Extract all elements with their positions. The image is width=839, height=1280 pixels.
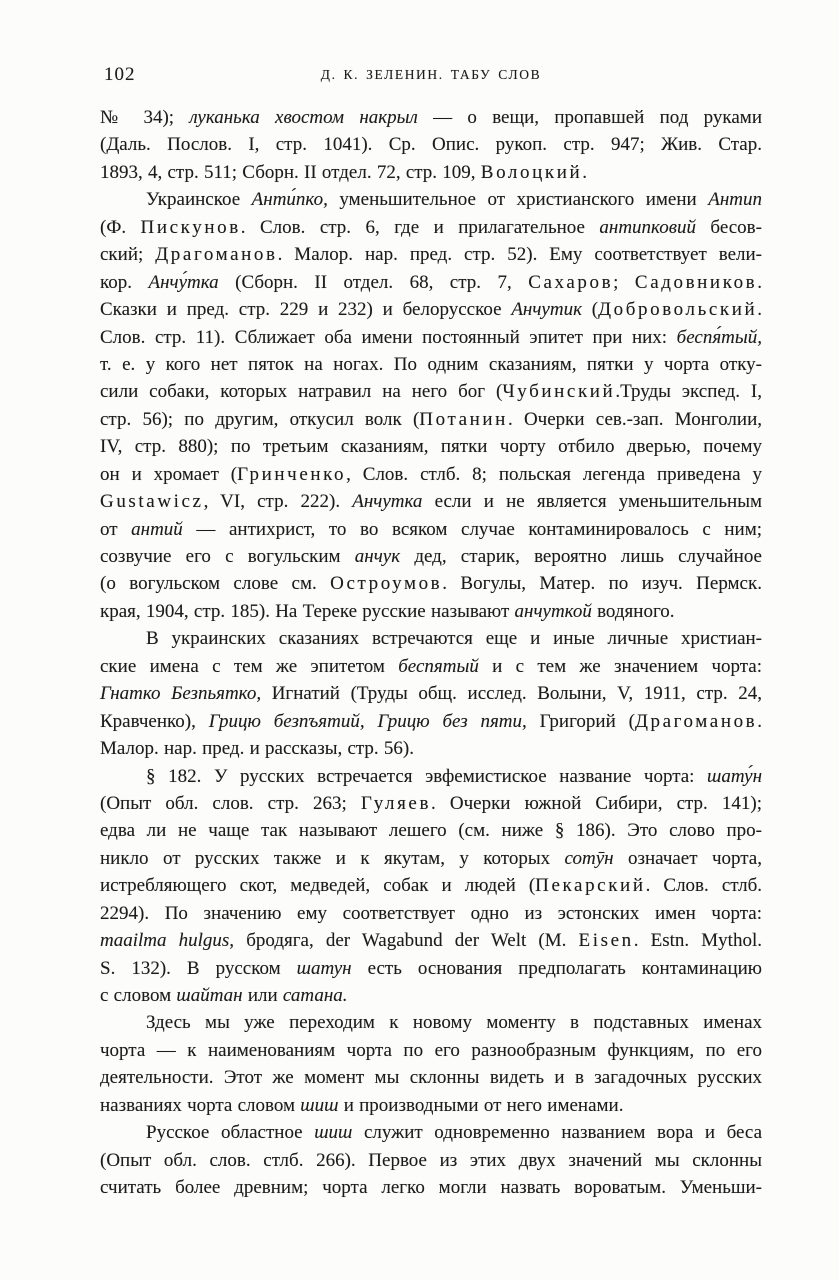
text-segment: едва ли не чаще так называют лешего (см. ниже § 186). Это слово про- [100,820,762,842]
letterspaced-name: Гуляев [360,792,432,814]
text-segment: .Труды экспед. I, [615,381,763,403]
text-line [100,927,762,954]
text-segment: (Опыт обл. слов. стлб. 266). Первое из этих двух значений мы склонны [100,1149,762,1171]
text-line [100,1147,762,1174]
text-segment: . [757,271,762,293]
text-line-content [100,378,762,405]
text-segment: названиях чорта словом [100,1094,301,1116]
text-line-content [100,927,762,954]
text-line-content [100,598,762,625]
letterspaced-name: Драгоманов [155,244,278,266]
italic-term: Анчутка [352,491,423,513]
text-segment: дед, старик, вероятно лишь случайное [400,546,762,567]
text-segment: с словом [100,985,177,1006]
text-segment: бродяга, der Wagabund der Welt (M. [234,930,579,952]
text-line-content [100,104,762,131]
italic-term: Грицю безпъятий, [208,710,365,732]
text-segment: края, 1904, стр. 185). На Тереке русские называют [100,600,515,622]
text-line-content [146,625,762,652]
text-segment: . Вогулы, Матер. по изуч. Пермск. [442,573,762,595]
text-segment: . Слов. стр. 6, где и прилагательное [240,216,600,238]
text-line [100,1092,762,1119]
text-line-content [100,516,762,543]
running-title: Д. К. ЗЕЛЕНИН. ТАБУ СЛОВ [320,67,542,82]
text-line [100,186,762,213]
text-line-content [100,1092,762,1119]
text-segment: Украинское [146,189,252,211]
text-segment: он и хромает ( [100,463,238,485]
text-segment: ; [613,271,635,293]
text-segment: (о вогульском слове см. [100,573,331,595]
page-body [100,104,762,1202]
letterspaced-name: Гринченко [237,463,347,485]
text-line-content [100,406,762,433]
text-line-content [100,351,762,378]
text-line-content [100,241,762,268]
text-segment: . Очерки сев.-зап. Монголии, [507,408,762,430]
text-line-content [146,763,762,790]
text-line [100,1009,762,1036]
letterspaced-name: Чубинский [502,381,616,403]
text-line [100,955,762,982]
text-line-content [100,955,762,982]
page-header [100,64,762,92]
text-segment: — антихрист, то во всяком случае контаминировалось с ним; [182,518,762,540]
text-line [100,680,762,707]
text-segment: . Estn. Mythol. [633,930,762,952]
text-line [100,131,762,158]
text-segment: и с тем же значением чорта: [478,655,762,677]
text-line-content [100,735,762,762]
text-line [100,433,762,460]
text-segment: никло от русских также и к якутам, у которых [100,847,565,869]
text-line-content [100,817,762,844]
italic-term: беспятый [398,655,479,677]
text-segment: (Ф. [100,216,141,238]
text-line-content [146,1119,762,1146]
text-line-content [100,296,762,323]
text-segment: . [757,710,763,732]
text-segment: если и не является уменьшительным [422,491,762,513]
italic-term: сотӯн [564,847,614,869]
letterspaced-name: Пекарский [535,875,646,897]
text-segment: № 34); [100,107,190,128]
text-line [100,296,762,323]
text-line [100,406,762,433]
text-line [100,625,762,652]
text-segment: считать более древним; чорта легко могли назвать вороватым. Уменьши- [100,1177,762,1199]
text-segment: . [582,161,587,183]
text-segment: (Опыт обл. слов. стр. 263; [100,792,361,814]
text-line-content [100,461,762,488]
letterspaced-name: Пискунов [140,216,241,238]
text-line [100,982,762,1009]
italic-term: maailma hulgus, [100,930,235,952]
text-line [100,269,762,296]
italic-term: беспя́тый, [676,326,762,348]
text-line [100,872,762,899]
text-line-content [146,186,762,213]
text-line [100,1119,762,1146]
text-segment: Слов. стр. 11). Сближает оба имени постоянный эпитет при них: [100,326,677,348]
text-segment: и производными от него именами. [338,1094,624,1116]
page-number: 102 [104,64,136,85]
italic-term: шатун [296,957,352,979]
text-line-content [100,1147,762,1174]
letterspaced-name: Gustawicz [100,491,204,513]
text-line-content [100,433,762,460]
text-segment: т. е. у кого нет пяток на ногах. По одним сказаниям, пятки у чорта отку- [100,353,762,375]
italic-term: Анти́пко, [251,189,328,211]
italic-term: Анчу́тка [148,271,219,293]
text-line [100,845,762,872]
text-line-content [100,680,762,707]
text-line-content [100,900,762,927]
text-segment: служит одновременно названием вора и беса [352,1122,762,1144]
text-segment: Малор. нар. пред. и рассказы, стр. 56). [100,738,415,760]
text-line-content [100,845,762,872]
text-segment: водяного. [591,600,675,622]
text-line [100,351,762,378]
text-segment: ские имена с тем же эпитетом [100,655,399,677]
text-segment: Здесь мы уже переходим к новому моменту в подставных именах [146,1012,762,1034]
text-line [100,543,762,570]
text-line [100,598,762,625]
text-segment: 1893, 4, стр. 511; Сборн. II отдел. 72, стр. 109, [100,161,481,183]
text-line-content [100,1174,762,1201]
text-segment: есть основания предполагать контаминацию [351,957,762,979]
italic-term: шиш [314,1122,353,1144]
text-segment: Игнатий (Труды общ. исслед. Волыни, V, 1911, стр. 24, [261,683,762,705]
text-segment: Русское областное [146,1122,315,1144]
italic-term: антипковий [599,216,696,238]
text-line [100,1174,762,1201]
text-segment: § 182. У русских встречается эвфемистиское название чорта: [146,765,708,787]
text-segment: Кравченко), [100,710,209,732]
text-segment: (Даль. Послов. I, стр. 1041). Ср. Опис. рукоп. стр. 947; Жив. Стар. [100,134,762,156]
text-segment: истребляющего скот, медведей, собак и людей ( [100,875,536,897]
text-segment: . [757,299,762,321]
text-line-content [100,324,762,351]
letterspaced-name: Волоцкий [480,161,583,183]
text-segment: , Слов. стлб. 8; польская легенда приведена у [346,463,762,485]
text-segment: IV, стр. 880); по третьим сказаниям, пятки чорту отбило дверью, почему [100,436,762,458]
italic-term: антий [131,518,183,540]
text-line-content [100,269,762,296]
letterspaced-name: Драгоманов [634,710,758,732]
text-segment: или [242,985,283,1006]
letterspaced-name: Остроумов [330,573,443,595]
text-line-content [100,159,762,186]
text-line [100,488,762,515]
italic-term: Антип [708,189,762,211]
text-line [100,378,762,405]
text-line-content [100,790,762,817]
italic-term: шату́н [707,765,762,787]
text-line [100,461,762,488]
text-line [100,653,762,680]
text-segment: сили собаки, которых натравил на него бог ( [100,381,503,403]
text-line [100,708,762,735]
text-line-content [100,708,762,735]
text-line-content [100,653,762,680]
text-line [100,159,762,186]
text-line [100,570,762,597]
text-segment: 2294). По значению ему соответствует одно из эстонских имен чорта: [100,902,762,924]
text-segment: Григорий ( [526,710,635,732]
text-line-content [100,570,762,597]
text-line [100,817,762,844]
text-segment: Сказки и пред. стр. 229 и 232) и белорусское [100,299,512,321]
text-line-content [146,1009,762,1036]
italic-term: Анчутик [511,299,582,321]
text-line-content [100,872,762,899]
text-segment: от [100,518,132,540]
text-segment: означает чорта, [613,847,762,869]
text-line [100,241,762,268]
text-segment: (Сборн. II отдел. 68, стр. 7, [218,271,529,293]
italic-term: шиш [300,1094,339,1116]
text-line-content [100,131,762,158]
text-segment: S. 132). В русском [100,957,297,979]
text-segment: ский; [100,244,156,266]
text-segment: стр. 56); по другим, откусил волк ( [100,408,420,430]
letterspaced-name: Садовников [634,271,758,293]
text-segment: — о вещи, пропавшей под руками [417,107,762,128]
italic-term: Гнатко Безпьятко, [100,683,262,705]
text-line [100,1037,762,1064]
text-segment: бесов- [695,216,762,238]
text-line [100,735,762,762]
letterspaced-name: Eisen [578,930,634,952]
text-segment: кор. [100,271,149,293]
text-line-content [100,1064,762,1091]
italic-term: анчуткой [514,600,592,622]
text-line [100,790,762,817]
text-line [100,214,762,241]
letterspaced-name: Сахаров [528,271,614,293]
text-line-content [100,214,762,241]
text-segment: деятельности. Этот же момент мы склонны видеть и в загадочных русских [100,1067,762,1089]
letterspaced-name: Потанин [419,408,508,430]
text-segment: ( [581,299,599,321]
text-line [100,324,762,351]
text-segment [365,711,378,732]
text-segment: , VI, стр. 222). [203,491,353,513]
text-line [100,516,762,543]
text-line-content [100,543,762,570]
text-segment: чорта — к наименованиям чорта по его разнообразным функциям, по его [100,1039,762,1061]
text-line [100,763,762,790]
italic-term: луканька хвостом накрыл [189,107,418,128]
letterspaced-name: Добровольский [598,299,758,321]
text-segment: В украинских сказаниях встречаются еще и иные личные христиан- [146,628,762,650]
text-line-content [100,488,762,515]
text-segment: . Очерки южной Сибири, стр. 141); [431,792,762,814]
text-segment: . Малор. нар. пред. стр. 52). Ему соответствует вели- [277,244,762,266]
text-line-content [100,1037,762,1064]
text-line [100,1064,762,1091]
text-line [100,900,762,927]
text-line-content [100,982,762,1009]
text-segment: уменьшительное от христианского имени [327,189,709,211]
text-line [100,104,762,131]
italic-term: шайтан [176,985,243,1006]
italic-term: анчук [354,546,401,567]
italic-term: сатана. [282,985,348,1006]
italic-term: Грицю без пяти, [377,710,527,732]
text-segment: созвучие его с вогульским [100,546,355,567]
text-segment: . Слов. стлб. [645,875,762,897]
